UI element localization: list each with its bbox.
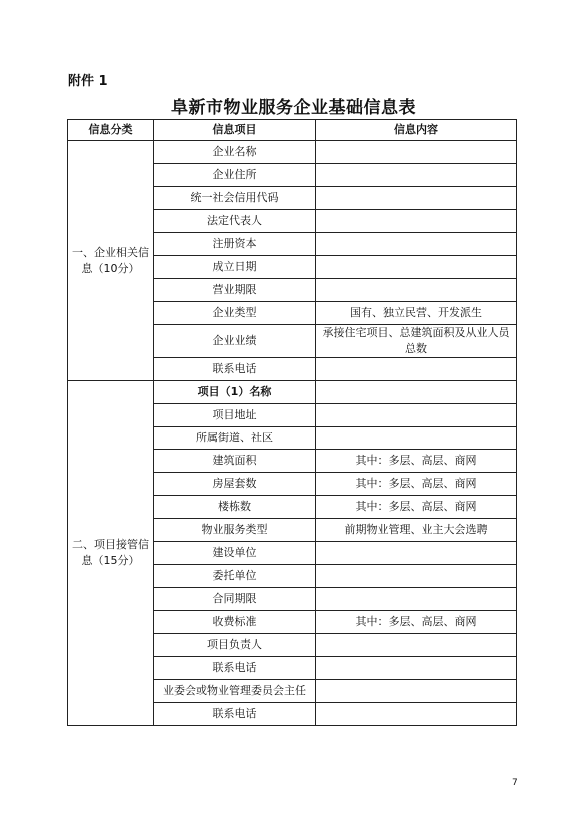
document-title: 阜新市物业服务企业基础信息表 <box>171 98 416 118</box>
table-header-row <box>68 120 517 141</box>
row-content <box>316 141 517 164</box>
row-content <box>316 542 517 565</box>
row-content <box>316 256 517 279</box>
row-content: 其中：多层、高层、商网 <box>316 496 517 519</box>
row-content: 国有、独立民营、开发派生 <box>316 302 517 325</box>
row-item: 合同期限 <box>154 588 316 611</box>
row-item: 房屋套数 <box>154 473 316 496</box>
row-content <box>316 279 517 302</box>
row-item: 建设单位 <box>154 542 316 565</box>
row-content: 前期物业管理、业主大会选聘 <box>316 519 517 542</box>
page-number: 7 <box>512 778 518 788</box>
row-item: 委托单位 <box>154 565 316 588</box>
row-item: 项目（1）名称 <box>154 381 316 404</box>
row-content <box>316 381 517 404</box>
row-item: 联系电话 <box>154 657 316 680</box>
row-content <box>316 427 517 450</box>
row-item: 建筑面积 <box>154 450 316 473</box>
row-item: 项目地址 <box>154 404 316 427</box>
row-content <box>316 233 517 256</box>
row-item: 企业住所 <box>154 164 316 187</box>
row-content <box>316 404 517 427</box>
header-content: 信息内容 <box>316 120 517 141</box>
row-item: 企业类型 <box>154 302 316 325</box>
row-item: 联系电话 <box>154 358 316 381</box>
enterprise-info-table <box>67 119 517 726</box>
row-content <box>316 358 517 381</box>
table-row <box>68 381 517 404</box>
row-content: 其中：多层、高层、商网 <box>316 473 517 496</box>
row-item: 营业期限 <box>154 279 316 302</box>
header-category: 信息分类 <box>68 120 154 141</box>
row-item: 注册资本 <box>154 233 316 256</box>
row-item: 统一社会信用代码 <box>154 187 316 210</box>
row-content: 其中：多层、高层、商网 <box>316 611 517 634</box>
row-content: 其中：多层、高层、商网 <box>316 450 517 473</box>
section1-category: 一、企业相关信息（10分） <box>68 141 154 381</box>
row-item: 企业业绩 <box>154 325 316 358</box>
row-content <box>316 680 517 703</box>
row-item: 法定代表人 <box>154 210 316 233</box>
row-content <box>316 210 517 233</box>
row-content <box>316 164 517 187</box>
row-content <box>316 565 517 588</box>
row-item: 物业服务类型 <box>154 519 316 542</box>
table-row <box>68 141 517 164</box>
row-content <box>316 703 517 726</box>
row-item: 企业名称 <box>154 141 316 164</box>
row-item: 项目负责人 <box>154 634 316 657</box>
header-item: 信息项目 <box>154 120 316 141</box>
attachment-label: 附件 1 <box>68 74 108 89</box>
row-item: 联系电话 <box>154 703 316 726</box>
row-item: 业委会或物业管理委员会主任 <box>154 680 316 703</box>
row-content <box>316 187 517 210</box>
row-item: 楼栋数 <box>154 496 316 519</box>
row-item: 成立日期 <box>154 256 316 279</box>
row-item: 收费标准 <box>154 611 316 634</box>
row-content <box>316 657 517 680</box>
row-content: 承接住宅项目、总建筑面积及从业人员总数 <box>316 325 517 358</box>
section2-category: 二、项目接管信息（15分） <box>68 381 154 726</box>
row-content <box>316 634 517 657</box>
row-content <box>316 588 517 611</box>
row-item: 所属街道、社区 <box>154 427 316 450</box>
